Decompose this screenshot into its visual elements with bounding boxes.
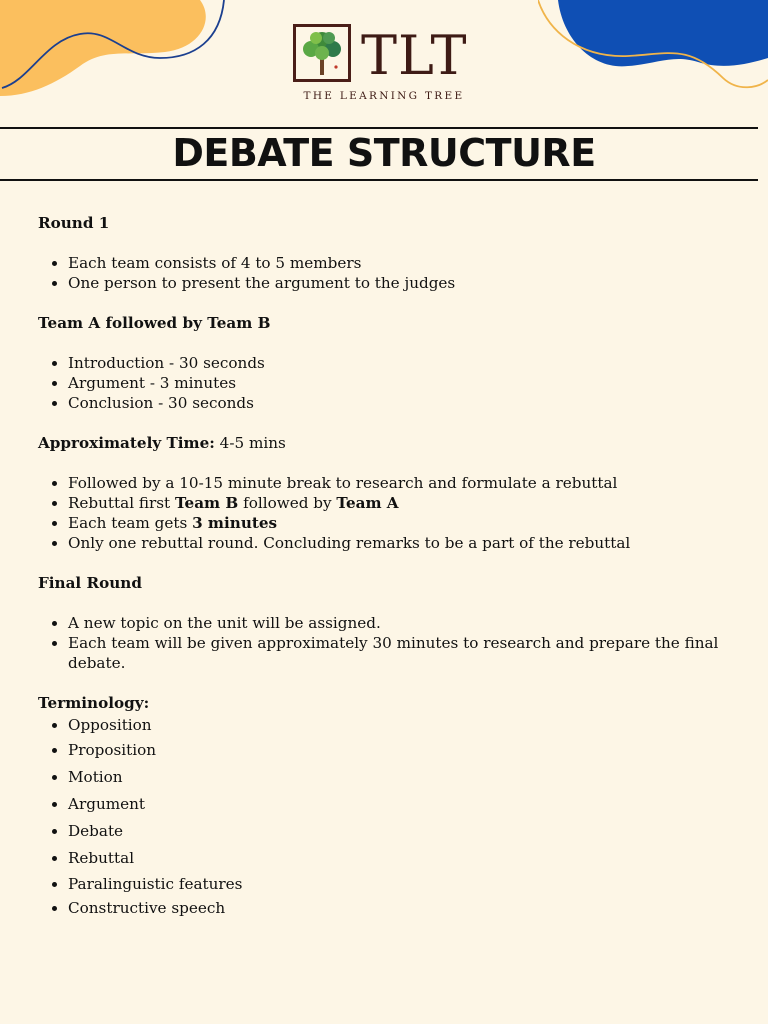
list-item: • Followed by a 10-15 minute break to research and formulate a rebuttal xyxy=(68,473,738,493)
list-item: • Conclusion - 30 seconds xyxy=(68,393,738,413)
list-item: • Paralinguistic features xyxy=(68,872,738,896)
list-item: • Each team will be given approximately 30 minutes to research and prepare the final debate. xyxy=(68,633,738,673)
list-item: • Opposition xyxy=(68,713,738,737)
list-item: • Constructive speech xyxy=(68,896,738,920)
order-heading: Team A followed by Team B xyxy=(38,314,271,332)
blue-wave-decoration xyxy=(538,0,768,100)
terminology-heading: Terminology: xyxy=(38,694,150,712)
logo-initials: TLT xyxy=(361,24,468,87)
round1-heading: Round 1 xyxy=(38,214,110,232)
round1-list xyxy=(38,253,738,293)
list-item: • Proposition xyxy=(68,737,738,764)
list-item: • Argument - 3 minutes xyxy=(68,373,738,393)
time-value: 4-5 mins xyxy=(214,434,286,452)
list-item: • Argument xyxy=(68,791,738,818)
time-line xyxy=(38,433,738,453)
logo-subtitle: THE LEARNING TREE xyxy=(303,90,465,102)
final-list xyxy=(38,613,738,673)
list-item: • Motion xyxy=(68,764,738,791)
logo xyxy=(291,22,481,104)
title-rule-bottom xyxy=(0,179,758,181)
list-item: • Debate xyxy=(68,818,738,845)
tree-icon xyxy=(296,27,348,79)
list-item: • Each team gets 3 minutes xyxy=(68,513,738,533)
list-item: • Each team consists of 4 to 5 members xyxy=(68,253,738,273)
terminology-list xyxy=(38,713,738,920)
time-label: Approximately Time: xyxy=(38,434,215,452)
rebuttal-list xyxy=(38,473,738,553)
document-body xyxy=(38,213,738,920)
list-item: • Only one rebuttal round. Concluding remarks to be a part of the rebuttal xyxy=(68,533,738,553)
logo-frame xyxy=(293,24,351,82)
final-heading: Final Round xyxy=(38,574,142,592)
orange-wave-decoration xyxy=(0,0,230,100)
list-item: • Rebuttal xyxy=(68,845,738,872)
page-title: DEBATE STRUCTURE xyxy=(172,131,596,175)
order-list xyxy=(38,353,738,413)
list-item: • Rebuttal first Team B followed by Team A xyxy=(68,493,738,513)
list-item: • Introduction - 30 seconds xyxy=(68,353,738,373)
list-item: • One person to present the argument to the judges xyxy=(68,273,738,293)
list-item: • A new topic on the unit will be assigned. xyxy=(68,613,738,633)
